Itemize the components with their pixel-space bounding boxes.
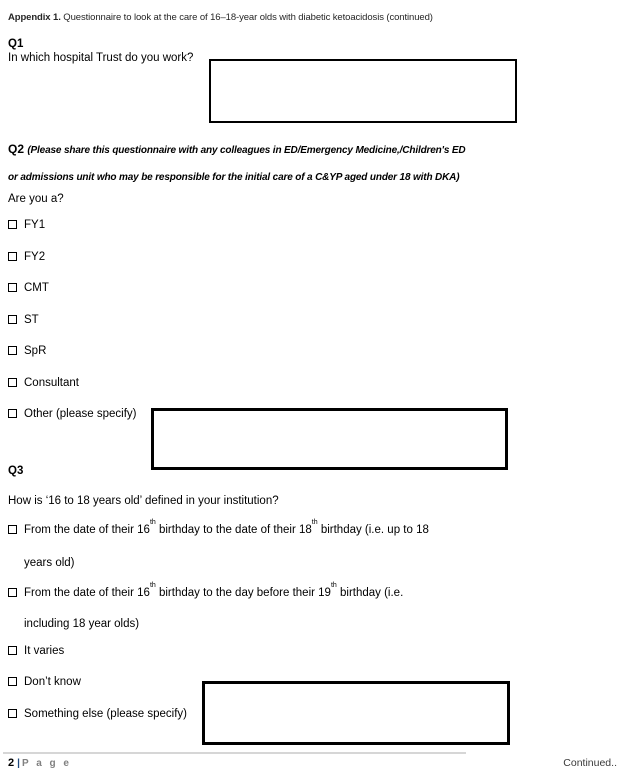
checkbox-st[interactable] [8, 315, 17, 324]
q1-answer-box[interactable] [209, 59, 517, 123]
q2-number: Q2 [8, 142, 28, 156]
superscript: th [149, 519, 156, 527]
q2-option-row [8, 344, 46, 358]
q2-option-row [8, 250, 45, 264]
q3-number: Q3 [8, 465, 24, 477]
option-label: CMT [24, 282, 49, 294]
option-label: From the date of their 16th birthday to the day before their 19th birthday (i.e. [24, 582, 404, 599]
option-label: It varies [24, 645, 65, 657]
option-label: FY2 [24, 251, 46, 263]
option-label: From the date of their 16th birthday to the date of their 18th birthday (i.e. up to 18 [24, 519, 429, 536]
q2-note-line2: or admissions unit who may be responsible for the initial care of a C&YP aged under 18 with DKA) [8, 172, 460, 183]
superscript: th [330, 582, 337, 590]
option-label: FY1 [24, 219, 46, 231]
checkbox-dont-know[interactable] [8, 677, 17, 686]
checkbox-other[interactable] [8, 409, 17, 418]
checkbox-fy1[interactable] [8, 220, 17, 229]
checkbox-spr[interactable] [8, 346, 17, 355]
q3-option-row-4 [8, 675, 81, 689]
checkbox-it-varies[interactable] [8, 646, 17, 655]
appendix-text: Questionnaire to look at the care of 16–18-year olds with diabetic ketoacidosis (continued) [60, 12, 433, 23]
q2-option-row [8, 218, 45, 232]
option-label: Don’t know [24, 676, 81, 688]
option-label: SpR [24, 345, 47, 357]
q2-other-answer-box[interactable] [151, 408, 508, 470]
q2-heading-line1 [8, 140, 466, 158]
q3-option1-line2: years old) [24, 557, 75, 569]
appendix-label: Appendix 1. [8, 12, 61, 23]
q3-option-row-3 [8, 644, 64, 658]
continued-note: Continued.. [563, 757, 617, 769]
footer-page-indicator [8, 757, 72, 769]
superscript: th [311, 519, 318, 527]
q3-option-row-5 [8, 707, 187, 721]
appendix-caption [8, 12, 433, 23]
q3-option-row-1 [8, 519, 429, 537]
q1-question: In which hospital Trust do you work? [8, 52, 194, 64]
option-label: Something else (please specify) [24, 708, 187, 720]
page-number: 2 [8, 757, 15, 769]
q2-note-line1: (Please share this questionnaire with any colleagues in ED/Emergency Medicine,/Children's ED [27, 145, 466, 156]
q2-option-row-other [8, 407, 137, 421]
q3-option-row-2 [8, 582, 404, 600]
footer-rule [3, 752, 466, 754]
checkbox-q3-opt2[interactable] [8, 588, 17, 597]
q2-option-row [8, 313, 39, 327]
page-label: P a g e [21, 758, 72, 769]
q2-question: Are you a? [8, 193, 64, 205]
footer-separator: | [17, 758, 20, 769]
q3-other-answer-box[interactable] [202, 681, 510, 745]
checkbox-something-else[interactable] [8, 709, 17, 718]
checkbox-cmt[interactable] [8, 283, 17, 292]
superscript: th [149, 582, 156, 590]
checkbox-fy2[interactable] [8, 252, 17, 261]
q2-option-row [8, 376, 79, 390]
option-label: Other (please specify) [24, 408, 137, 420]
checkbox-consultant[interactable] [8, 378, 17, 387]
q3-option2-line2: including 18 year olds) [24, 618, 140, 630]
option-label: Consultant [24, 377, 79, 389]
checkbox-q3-opt1[interactable] [8, 525, 17, 534]
q2-option-row [8, 281, 49, 295]
q3-question: How is ‘16 to 18 years old’ defined in your institution? [8, 495, 279, 507]
q1-number: Q1 [8, 38, 24, 50]
option-label: ST [24, 314, 39, 326]
